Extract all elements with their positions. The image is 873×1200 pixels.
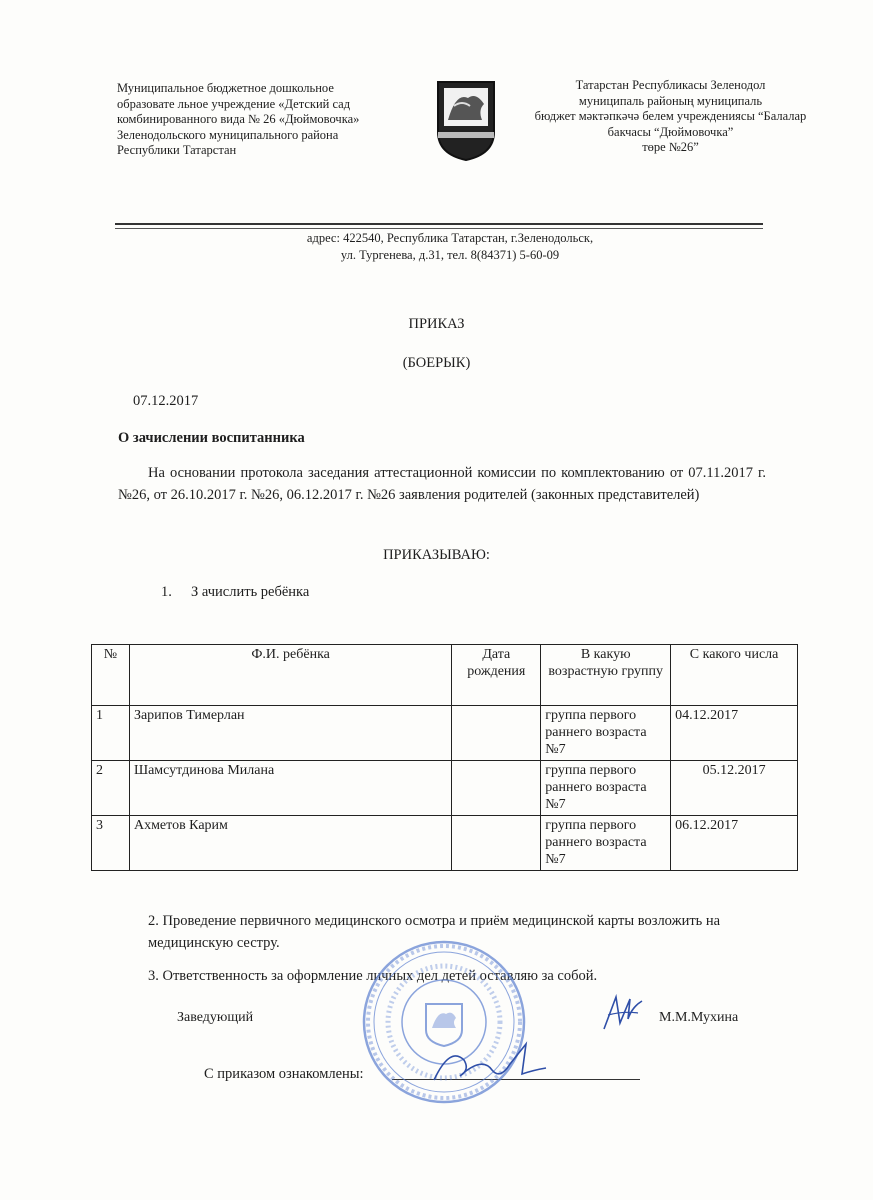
table-row: [92, 761, 798, 816]
org-line: бюджет мәктәпкәчә белем учреждениясы “Балалар: [534, 109, 807, 123]
org-line: бакчасы “Дюймовочка”: [607, 124, 734, 139]
basis-paragraph: На основании протокола заседания аттестационной комиссии по комплектованию от 07.11.2017 г. №26, от 26.10.2017 г. №26, 06.12.2017 г. №26 заявления родителей (законных представителей): [118, 465, 766, 503]
cell-name: Зарипов Тимерлан: [129, 706, 451, 761]
cell-start-date: 06.12.2017: [671, 816, 798, 871]
order-heading: ПРИКАЗЫВАЮ:: [383, 547, 490, 563]
cell-number: 1: [92, 706, 130, 761]
coat-of-arms-emblem: [434, 80, 498, 162]
cell-group: группа первого раннего возраста №7: [541, 816, 671, 871]
cell-number: 2: [92, 761, 130, 816]
table-row: [92, 706, 798, 761]
signatory-position: Заведующий: [177, 1010, 254, 1025]
cell-start-date: 05.12.2017: [671, 761, 798, 816]
cell-name: Шамсутдинова Милана: [129, 761, 451, 816]
col-header-group: В какую возрастную группу: [541, 645, 671, 706]
col-header-name: Ф.И. ребёнка: [129, 645, 451, 706]
document-date: 07.12.2017: [133, 393, 199, 409]
cell-group: группа первого раннего возраста №7: [541, 761, 671, 816]
order-item-1: [161, 584, 309, 601]
signatory-name: М.М.Мухина: [659, 1010, 739, 1025]
table-header-row: [92, 645, 798, 706]
col-header-birthdate: Дата рождения: [452, 645, 541, 706]
org-line: Татарстан Республикасы Зеленодол: [575, 78, 766, 92]
item-text: З ачислить ребёнка: [191, 584, 310, 600]
address-block: [200, 230, 700, 264]
header-divider: [115, 228, 763, 229]
acknowledgement-label: С приказом ознакомлены:: [204, 1066, 364, 1082]
document-subject: О зачислении воспитанника: [118, 430, 305, 446]
org-line: комбинированного вида № 26 «Дюймовочка»: [117, 112, 360, 126]
org-line: Республики Татарстан: [117, 143, 237, 157]
table-row: [92, 816, 798, 871]
header-divider: [115, 223, 763, 225]
acknowledgement-signature: [430, 1040, 550, 1086]
org-line: Муниципальное бюджетное дошкольное: [117, 81, 334, 95]
address-line: адрес: 422540, Республика Татарстан, г.Зеленодольск,: [306, 231, 594, 245]
cell-birthdate: [452, 816, 541, 871]
document-title-tatar: (БОЕРЫК): [402, 355, 471, 371]
address-line: ул. Тургенева, д.31, тел. 8(84371) 5-60-09: [340, 248, 560, 262]
org-line: Зеленодольского муниципального района: [117, 127, 339, 142]
org-line: муниципаль районың муниципаль: [578, 93, 763, 108]
cell-birthdate: [452, 706, 541, 761]
cell-start-date: 04.12.2017: [671, 706, 798, 761]
org-line: образовате льное учреждение «Детский сад: [117, 96, 351, 111]
cell-birthdate: [452, 761, 541, 816]
col-header-number: №: [92, 645, 130, 706]
cell-name: Ахметов Карим: [129, 816, 451, 871]
enrollment-table: [91, 644, 798, 871]
cell-number: 3: [92, 816, 130, 871]
org-name-russian: [117, 81, 417, 159]
order-item-3: 3. Ответственность за оформление личных дел детей оставляю за собой.: [148, 968, 598, 984]
head-signature: [598, 993, 648, 1033]
org-name-tatar: [498, 78, 843, 156]
document-title: ПРИКАЗ: [408, 316, 465, 332]
cell-group: группа первого раннего возраста №7: [541, 706, 671, 761]
item-number: 1.: [161, 584, 172, 600]
org-line: төре №26”: [642, 140, 699, 154]
col-header-start-date: С какого числа: [671, 645, 798, 706]
order-item-2: 2. Проведение первичного медицинского осмотра и приём медицинской карты возложить на медицинскую сестру.: [148, 913, 721, 951]
